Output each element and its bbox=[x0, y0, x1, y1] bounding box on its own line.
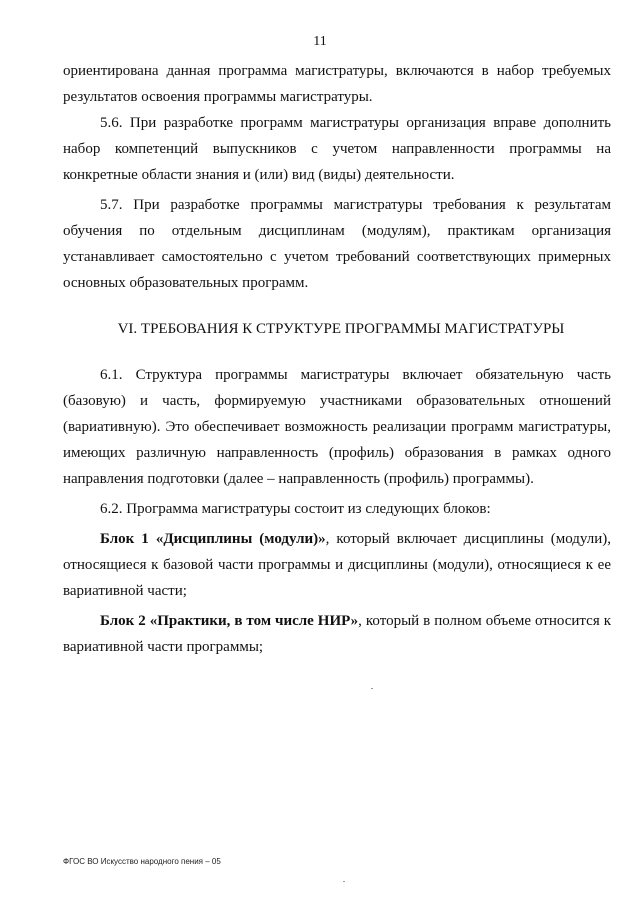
block-2-text: , который в полном объеме относится к вариативной части программы; bbox=[63, 613, 611, 655]
section-heading: VI. ТРЕБОВАНИЯ К СТРУКТУРЕ ПРОГРАММЫ МАГИСТРАТУРЫ bbox=[117, 321, 565, 337]
footer-text: ФГОС ВО Искусство народного пения – 05 bbox=[63, 857, 221, 866]
paragraph-5-7: 5.7. При разработке программы магистратуры требования к результатам обучения по отдельным дисциплинам (модулям), практикам организация устанавливает самостоятельно с учетом требований соответствующих примерных основных образовательных программ. bbox=[63, 197, 611, 291]
paragraph-continuation: ориентирована данная программа магистратуры, включаются в набор требуемых результатов освоения программы магистратуры. bbox=[63, 63, 611, 105]
document-body bbox=[63, 58, 611, 660]
page-number: 11 bbox=[313, 34, 327, 49]
paragraph-block-2 bbox=[63, 608, 611, 660]
block-2-title: Блок 2 «Практики, в том числе НИР» bbox=[100, 613, 359, 629]
paragraph-6-1: 6.1. Структура программы магистратуры включает обязательную часть (базовую) и часть, формируемую участниками образовательных отношений (вариативную). Это обеспечивает возможность реализации программ магистратуры, имеющих различную направленность (профиль) образования в рамках одного направления подготовки (далее – направленность (профиль) программы). bbox=[63, 367, 611, 487]
scan-speck bbox=[343, 881, 345, 882]
scan-speck bbox=[371, 688, 373, 689]
block-1-text: , который включает дисциплины (модули), относящиеся к базовой части программы и дисциплины (модули), относящиеся к ее вариативной части; bbox=[63, 531, 611, 599]
paragraph-5-6: 5.6. При разработке программ магистратуры организация вправе дополнить набор компетенций выпускников с учетом направленности программы на конкретные области знания и (или) вид (виды) деятельности. bbox=[63, 115, 611, 183]
block-1-title: Блок 1 «Дисциплины (модули)» bbox=[100, 531, 326, 547]
paragraph-6-2: 6.2. Программа магистратуры состоит из следующих блоков: bbox=[100, 501, 491, 517]
paragraph-block-1 bbox=[63, 526, 611, 604]
